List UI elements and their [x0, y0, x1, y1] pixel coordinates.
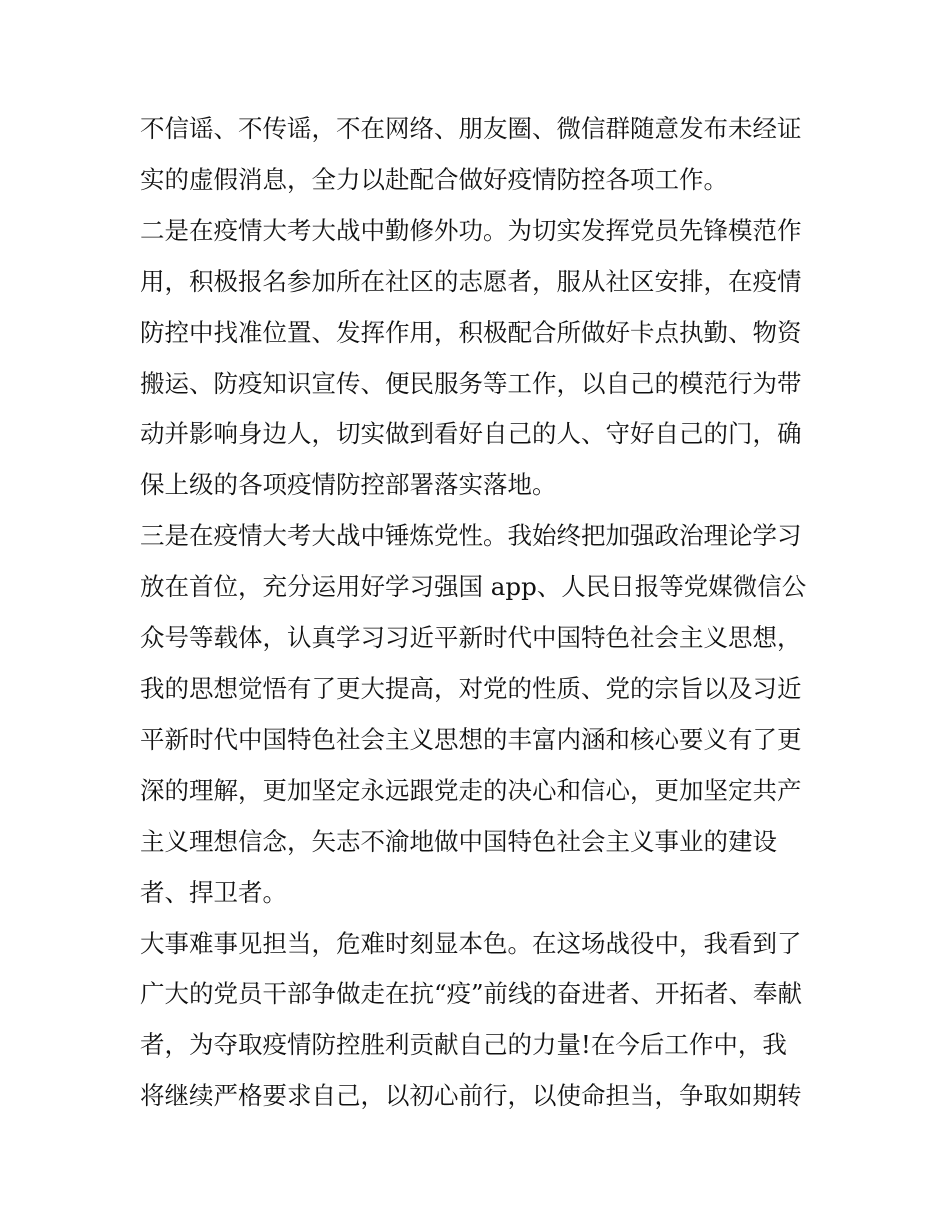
text-line: 用，积极报名参加所在社区的志愿者，服从社区安排，在疫情: [140, 266, 802, 296]
text-line: 保上级的各项疫情防控部署落实落地。: [140, 470, 557, 500]
text-line: 二是在疫情大考大战中勤修外功。为切实发挥党员先锋模范作: [140, 215, 802, 245]
text-line: 防控中找准位置、发挥作用，积极配合所做好卡点执勤、物资: [140, 317, 802, 347]
text-line: 搬运、防疫知识宣传、便民服务等工作，以自己的模范行为带: [140, 368, 802, 398]
text-line: 将继续严格要求自己，以初心前行，以使命担当，争取如期转: [140, 1081, 802, 1111]
text-line: 者，为夺取疫情防控胜利贡献自己的力量!在今后工作中，我: [140, 1030, 787, 1060]
text-line: 三是在疫情大考大战中锤炼党性。我始终把加强政治理论学习: [140, 521, 802, 551]
body-text: [140, 104, 820, 1122]
text-line: 放在首位，充分运用好学习强国 app、人民日报等党媒微信公: [140, 572, 807, 602]
text-line: 众号等载体，认真学习习近平新时代中国特色社会主义思想，: [140, 623, 802, 653]
text-line: 广大的党员干部争做走在抗“疫”前线的奋进者、开拓者、奉献: [140, 979, 803, 1009]
text-line: 不信谣、不传谣，不在网络、朋友圈、微信群随意发布未经证: [140, 114, 802, 143]
text-line: 大事难事见担当，危难时刻显本色。在这场战役中，我看到了: [140, 928, 802, 958]
text-line: 主义理想信念，矢志不渝地做中国特色社会主义事业的建设: [140, 826, 777, 856]
text-line: 实的虚假消息，全力以赴配合做好疫情防控各项工作。: [140, 164, 728, 194]
text-line: 动并影响身边人，切实做到看好自己的人、守好自己的门，确: [140, 419, 802, 449]
text-line: 我的思想觉悟有了更大提高，对党的性质、党的宗旨以及习近: [140, 673, 802, 703]
text-line: 者、捍卫者。: [140, 877, 287, 907]
text-line: 平新时代中国特色社会主义思想的丰富内涵和核心要义有了更: [140, 724, 802, 754]
text-line: 深的理解，更加坚定永远跟党走的决心和信心，更加坚定共产: [140, 775, 802, 805]
